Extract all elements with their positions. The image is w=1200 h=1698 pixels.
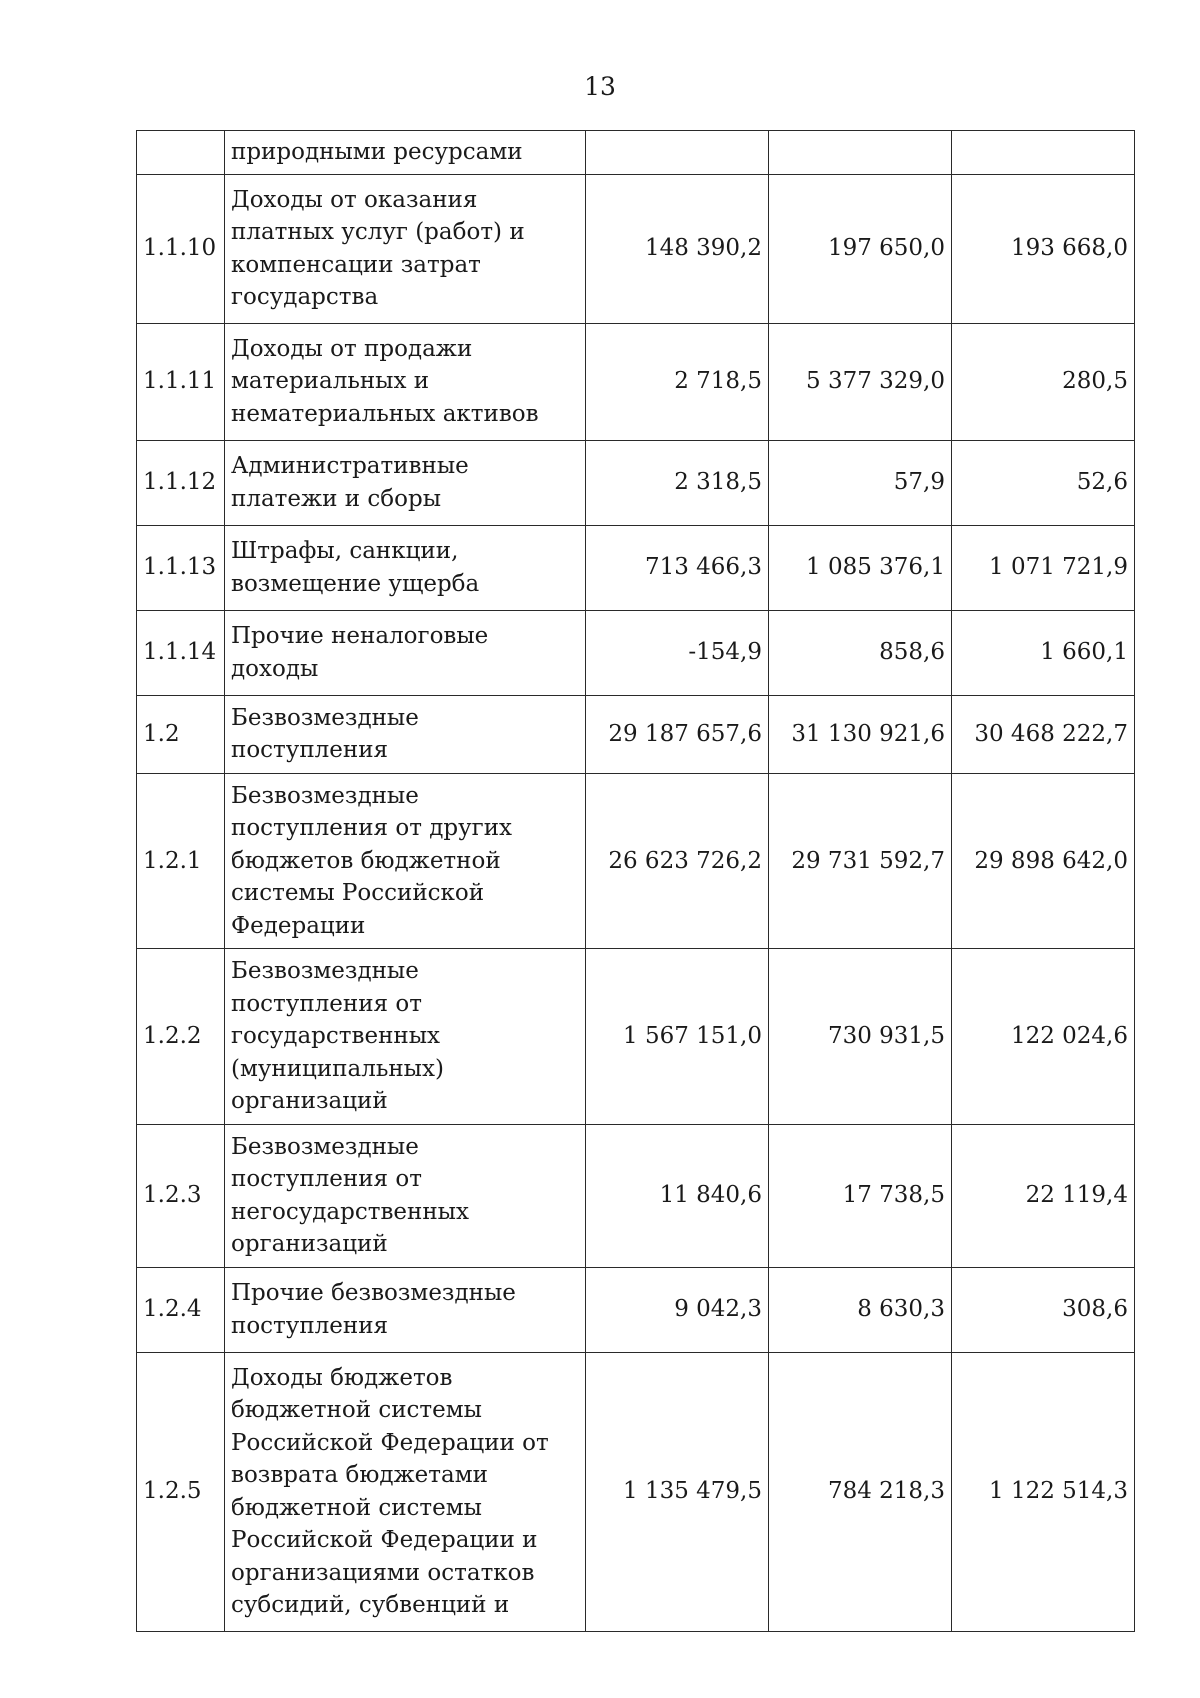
table-row: [137, 1124, 1135, 1267]
row-name: Доходы от оказания платных услуг (работ) и компенсации затрат государства: [225, 174, 586, 323]
table-row: [137, 949, 1135, 1125]
row-name: Штрафы, санкции, возмещение ущерба: [225, 525, 586, 610]
row-code: 1.2.2: [137, 949, 225, 1125]
row-value-3: 52,6: [952, 440, 1135, 525]
row-code: 1.1.12: [137, 440, 225, 525]
table-row: [137, 610, 1135, 695]
row-name: Доходы бюджетов бюджетной системы Российской Федерации от возврата бюджетами бюджетной системы Российской Федерации и организациями остатков субсидий, субвенций и: [225, 1352, 586, 1631]
row-value-2: 8 630,3: [769, 1267, 952, 1352]
row-value-3: 1 071 721,9: [952, 525, 1135, 610]
row-code: 1.2: [137, 695, 225, 773]
row-code: 1.1.14: [137, 610, 225, 695]
row-value-2: 57,9: [769, 440, 952, 525]
row-code: 1.2.1: [137, 773, 225, 949]
table-row: [137, 773, 1135, 949]
row-code: 1.2.4: [137, 1267, 225, 1352]
row-value-1: 2 318,5: [586, 440, 769, 525]
row-value-2: 29 731 592,7: [769, 773, 952, 949]
page-number: 13: [584, 72, 616, 101]
revenue-table: [136, 130, 1135, 1632]
row-value-1: 1 135 479,5: [586, 1352, 769, 1631]
row-value-1: 9 042,3: [586, 1267, 769, 1352]
row-value-1: 713 466,3: [586, 525, 769, 610]
row-value-3: [952, 131, 1135, 175]
row-value-1: 11 840,6: [586, 1124, 769, 1267]
row-name: Административные платежи и сборы: [225, 440, 586, 525]
row-name: Безвозмездные поступления: [225, 695, 586, 773]
row-code: 1.2.5: [137, 1352, 225, 1631]
table-row: [137, 525, 1135, 610]
row-name: Прочие неналоговые доходы: [225, 610, 586, 695]
table-row: [137, 1352, 1135, 1631]
row-value-3: 1 660,1: [952, 610, 1135, 695]
row-value-2: 858,6: [769, 610, 952, 695]
row-value-1: -154,9: [586, 610, 769, 695]
row-value-1: 1 567 151,0: [586, 949, 769, 1125]
row-value-2: 5 377 329,0: [769, 323, 952, 440]
row-value-2: 784 218,3: [769, 1352, 952, 1631]
row-value-3: 308,6: [952, 1267, 1135, 1352]
row-value-2: [769, 131, 952, 175]
row-code: [137, 131, 225, 175]
row-value-1: 29 187 657,6: [586, 695, 769, 773]
row-name: Безвозмездные поступления от других бюджетов бюджетной системы Российской Федерации: [225, 773, 586, 949]
table-row: [137, 131, 1135, 175]
table-row: [137, 440, 1135, 525]
row-value-2: 1 085 376,1: [769, 525, 952, 610]
row-value-3: 280,5: [952, 323, 1135, 440]
row-value-1: 2 718,5: [586, 323, 769, 440]
row-value-3: 29 898 642,0: [952, 773, 1135, 949]
table-row: [137, 1267, 1135, 1352]
row-value-1: 26 623 726,2: [586, 773, 769, 949]
row-code: 1.1.10: [137, 174, 225, 323]
row-value-3: 122 024,6: [952, 949, 1135, 1125]
table-row: [137, 323, 1135, 440]
row-code: 1.1.11: [137, 323, 225, 440]
row-name: Доходы от продажи материальных и нематериальных активов: [225, 323, 586, 440]
row-value-2: 31 130 921,6: [769, 695, 952, 773]
row-value-2: 197 650,0: [769, 174, 952, 323]
row-value-2: 17 738,5: [769, 1124, 952, 1267]
row-value-3: 193 668,0: [952, 174, 1135, 323]
row-code: 1.2.3: [137, 1124, 225, 1267]
row-value-1: 148 390,2: [586, 174, 769, 323]
row-name: Прочие безвозмездные поступления: [225, 1267, 586, 1352]
row-value-3: 1 122 514,3: [952, 1352, 1135, 1631]
row-value-3: 22 119,4: [952, 1124, 1135, 1267]
row-name: Безвозмездные поступления от негосударственных организаций: [225, 1124, 586, 1267]
row-name: Безвозмездные поступления от государственных (муниципальных) организаций: [225, 949, 586, 1125]
row-code: 1.1.13: [137, 525, 225, 610]
row-value-2: 730 931,5: [769, 949, 952, 1125]
row-value-3: 30 468 222,7: [952, 695, 1135, 773]
row-name: природными ресурсами: [225, 131, 586, 175]
table-row: [137, 695, 1135, 773]
table-row: [137, 174, 1135, 323]
row-value-1: [586, 131, 769, 175]
